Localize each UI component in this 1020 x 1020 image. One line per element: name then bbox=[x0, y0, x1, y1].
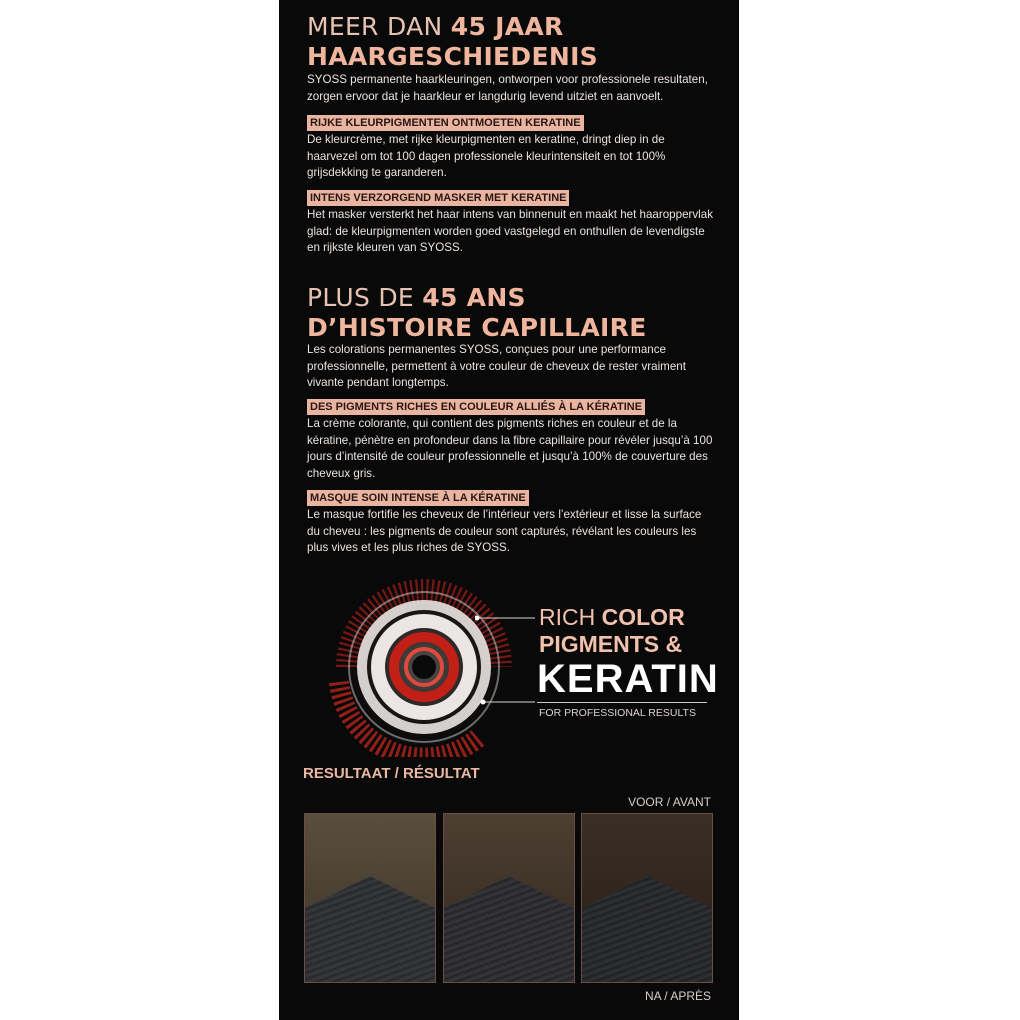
connector-lines bbox=[475, 610, 535, 710]
nl-heading-bold: 45 JAAR bbox=[450, 12, 564, 41]
fr-heading-bold2: D’HISTOIRE CAPILLAIRE bbox=[307, 313, 647, 342]
badge-tagline: FOR PROFESSIONAL RESULTS bbox=[539, 707, 696, 719]
fr-intro-text: Les colorations permanentes SYOSS, conçues pour une performance professionnelle, permettent à votre couleur de cheveux de rester vraiment vivante pendant longtemps. bbox=[307, 343, 686, 389]
swatch-1 bbox=[304, 813, 436, 983]
nl-heading-bold2: HAARGESCHIEDENIS bbox=[307, 42, 598, 71]
fr-heading-line1 bbox=[307, 283, 526, 312]
swatch-2 bbox=[443, 813, 575, 983]
fr-heading-light: PLUS DE bbox=[307, 283, 423, 312]
fr-heading-bold: 45 ANS bbox=[422, 283, 526, 312]
fr-subtext-2: Le masque fortifie les cheveux de l’intérieur vers l’extérieur et lisse la surface du cheveu : les pigments de couleur sont capturés, révélant les couleurs les plus vives et les plus riches de SYOSS. bbox=[307, 508, 702, 554]
badge-pigments: PIGMENTS & bbox=[539, 631, 683, 657]
fr-subtext-1: La crème colorante, qui contient des pigments riches en couleur et de la kératine, pénètre en profondeur dans la fibre capillaire pour révéler jusqu’à 100 jours d’intensité de couleur professionnelle et jusqu’à 100% de couverture des cheveux gris. bbox=[307, 417, 713, 480]
nl-intro-text: SYOSS permanente haarkleuringen, ontworpen voor professionele resultaten, zorgen ervoor dat je haarkleur er langdurig levend uitziet en aanvoelt. bbox=[307, 73, 708, 103]
results-title: RESULTAAT / RÉSULTAT bbox=[303, 765, 480, 782]
product-panel bbox=[279, 0, 739, 1020]
nl-heading-line2 bbox=[307, 42, 598, 71]
fr-subheading-1: DES PIGMENTS RICHES EN COULEUR ALLIÉS À LA KÉRATINE bbox=[307, 399, 645, 415]
badge-divider bbox=[537, 702, 707, 703]
nl-subheading-1: RIJKE KLEURPIGMENTEN ONTMOETEN KERATINE bbox=[307, 115, 584, 131]
nl-subtext-1: De kleurcrème, met rijke kleurpigmenten en keratine, dringt diep in de haarvezel om tot 100 dagen professionele kleurintensiteit en tot 100% grijsdekking te garanderen. bbox=[307, 133, 666, 179]
before-label: VOOR / AVANT bbox=[628, 795, 711, 809]
badge-color: COLOR bbox=[601, 604, 685, 630]
nl-subheading-2: INTENS VERZORGEND MASKER MET KERATINE bbox=[307, 190, 569, 206]
nl-heading-light: MEER DAN bbox=[307, 12, 451, 41]
fr-heading-line2 bbox=[307, 313, 647, 342]
badge-keratin: KERATIN bbox=[537, 657, 719, 701]
after-label: NA / APRÈS bbox=[644, 989, 711, 1003]
fr-subheading-2: MASQUE SOIN INTENSE À LA KÉRATINE bbox=[307, 490, 529, 506]
badge-rich: RICH bbox=[539, 604, 602, 630]
badge-line1 bbox=[539, 604, 685, 631]
swatch-3 bbox=[581, 813, 713, 983]
nl-subtext-2: Het masker versterkt het haar intens van binnenuit en maakt het haaroppervlak glad: de kleurpigmenten worden goed vastgelegd en onthullen de levendigste en rijkste kleuren van SYOSS. bbox=[307, 208, 714, 254]
nl-heading-line1 bbox=[307, 12, 564, 41]
